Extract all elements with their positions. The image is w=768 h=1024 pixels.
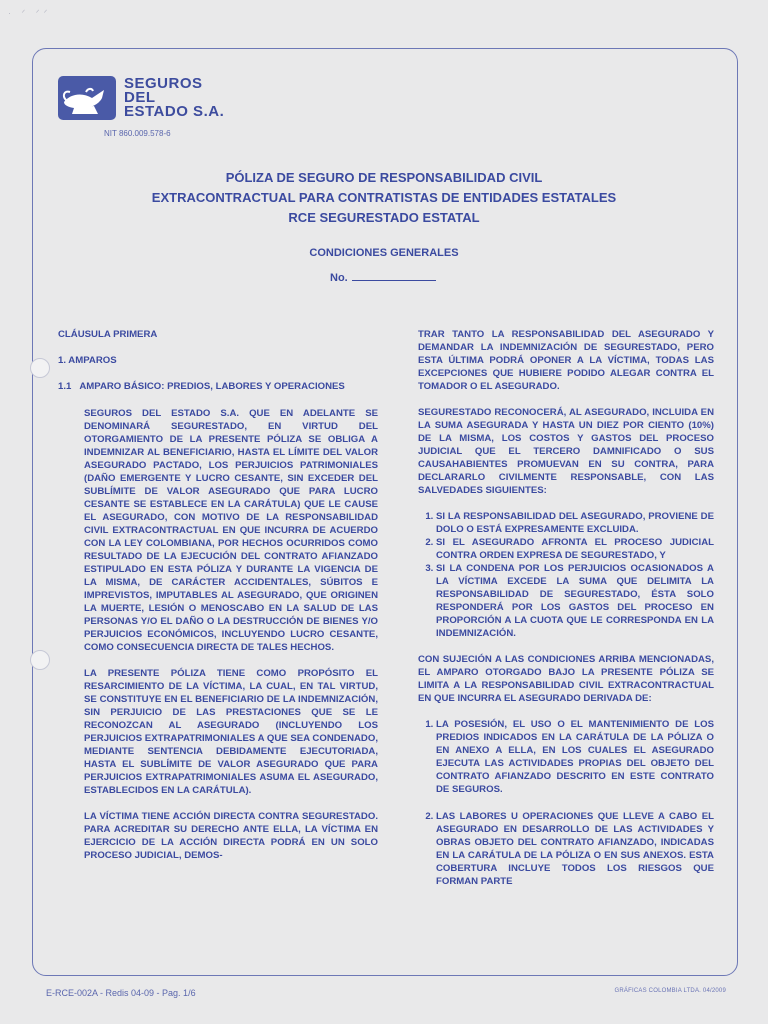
paragraph-basic-coverage: SEGUROS DEL ESTADO S.A. QUE EN ADELANTE SE DENOMINARÁ SEGURESTADO, EN VIRTUD DEL OTORGAMIENTO DE LA PRESENTE PÓLIZA SE OBLIGA A INDEMNIZAR AL BENEFICIARIO, HASTA EL LÍMITE DEL VALOR ASEGURADO PACTADO, LOS PERJUICIOS PATRIMONIALES (DAÑO EMERGENTE Y LUCRO CESANTE, SIN EXCEDER DEL SUBLÍMITE DE VALOR ASEGURADO QUE PARA LUCRO CESANTE SE ESTABLECE EN LA CARÁTULA) QUE LE CAUSE EL ASEGURADO, CON MOTIVO DE LA RESPONSABILIDAD CIVIL EXTRACONTRACTUAL EN QUE INCURRA DE ACUERDO CON LA LEY COLOMBIANA, POR HECHOS OCURRIDOS COMO RESULTADO DE LA EJECUCIÓN DEL CONTRATO AFIANZADO ESTIPULADO EN ESTA PÓLIZA Y DURANTE LA VIGENCIA DE LA MISMA, DE CARÁCTER ACCIDENTALES, SÚBITOS E IMPREVISTOS, IMPUTABLES AL ASEGURADO, QUE ORIGINEN LA MUERTE, LESIÓN O MENOSCABO EN LA SALUD DE LAS PERSONAS Y/O EL DAÑO O LA DESTRUCCIÓN DE BIENES Y/O PERJUICIOS ECONÓMICOS, INCLUYENDO LUCRO CESANTE, COMO CONSECUENCIA DIRECTA DE TALES HECHOS. — [84, 408, 378, 653]
policy-number-blank-line — [352, 280, 436, 281]
section-heading: 1. AMPAROS — [58, 355, 117, 366]
company-name — [124, 77, 224, 119]
list-item: 2. SI EL ASEGURADO AFRONTA EL PROCESO JUDICIAL CONTRA ORDEN EXPRESA DE SEGURESTADO, Y — [436, 536, 714, 562]
document-title — [80, 168, 688, 228]
paragraph-continuation: TRAR TANTO LA RESPONSABILIDAD DEL ASEGURADO Y DEMANDAR LA INDEMNIZACIÓN DE SEGURESTADO, PERO ESTA ÚLTIMA PODRÁ OPONER A LA VÍCTIMA, TODAS LAS EXCEPCIONES QUE HUBIERE PODIDO ALEGAR CONTRA EL TOMADOR O EL ASEGURADO. — [418, 329, 714, 392]
paragraph-scope: CON SUJECIÓN A LAS CONDICIONES ARRIBA MENCIONADAS, EL AMPARO OTORGADO BAJO LA PRESENTE PÓLIZA SE LIMITA A LA RESPONSABILIDAD CIVIL EXTRACONTRACTUAL EN QUE INCURRA EL ASEGURADO DERIVADA DE: — [418, 654, 714, 704]
punch-hole-top — [30, 358, 50, 378]
company-name-line-3: ESTADO S.A. — [124, 103, 225, 120]
nit-number: NIT 860.009.578-6 — [104, 129, 171, 138]
list-item: 3. SI LA CONDENA POR LOS PERJUICIOS OCASIONADOS A LA VÍCTIMA EXCEDE LA SUMA QUE DELIMITA LA RESPONSABILIDAD DE SEGURESTADO, ÉSTA SOLO RESPONDERÁ POR LOS GASTOS DEL PROCESO EN PROPORCIÓN A LA CUOTA QUE LE CORRESPONDA EN LA INDEMNIZACIÓN. — [436, 562, 714, 640]
left-body — [58, 407, 378, 862]
exceptions-list — [418, 510, 714, 640]
title-line-2: EXTRACONTRACTUAL PARA CONTRATISTAS DE ENTIDADES ESTATALES — [151, 190, 617, 205]
right-column — [418, 328, 714, 902]
company-name-line-2: DEL — [124, 89, 156, 106]
scope-list — [418, 718, 714, 888]
title-line-3: RCE SEGURESTADO ESTATAL — [288, 210, 480, 225]
printer-footer: GRÁFICAS COLOMBIA LTDA. 04/2009 — [614, 988, 726, 994]
policy-number-field — [330, 272, 436, 284]
paragraph-costs: SEGURESTADO RECONOCERÁ, AL ASEGURADO, INCLUIDA EN LA SUMA ASEGURADA Y HASTA UN DIEZ POR CIENTO (10%) DE LA MISMA, LOS COSTOS Y GASTOS DEL PROCESO JUDICIAL QUE EL TERCERO DAMNIFICADO O SUS CAUSAHABIENTES PROMUEVAN EN SU CONTRA, PARA DECLARARLO CIVILMENTE RESPONSABLE, CON LAS SALVEDADES SIGUIENTES: — [418, 407, 714, 496]
list-item: 1. LA POSESIÓN, EL USO O EL MANTENIMIENTO DE LOS PREDIOS INDICADOS EN LA CARÁTULA DE LA PÓLIZA O EN ANEXO A ELLA, EN LOS CUALES EL ASEGURADO EJECUTA LAS ACTIVIDADES PROPIAS DEL OBJETO DEL CONTRATO AFIANZADO DESCRITO EN ESTE CONTRATO DE SEGUROS. — [436, 718, 714, 796]
subsection-title: AMPARO BÁSICO: PREDIOS, LABORES Y OPERACIONES — [79, 381, 345, 392]
punch-hole-bottom — [30, 650, 50, 670]
form-code-footer: E-RCE-002A - Redis 04-09 - Pag. 1/6 — [46, 988, 196, 998]
policy-number-label: No. — [330, 272, 348, 284]
subsection-heading — [58, 380, 378, 393]
list-item: 2. LAS LABORES U OPERACIONES QUE LLEVE A CABO EL ASEGURADO EN DESARROLLO DE LAS ACTIVIDADES Y OBRAS OBJETO DEL CONTRATO AFIANZADO, INDICADAS EN LA CARÁTULA DE LA PÓLIZA O EN SUS ANEXOS. ESTA COBERTURA INCLUYE TODOS LOS RIESGOS QUE FORMAN PARTE — [436, 810, 714, 888]
paragraph-purpose: LA PRESENTE PÓLIZA TIENE COMO PROPÓSITO EL RESARCIMIENTO DE LA VÍCTIMA, LA CUAL, EN TAL VIRTUD, SE CONSTITUYE EN EL BENEFICIARIO DE LA INDEMNIZACIÓN, SIN PERJUICIO DE LAS PRESTACIONES QUE SE LE RECONOZCAN AL ASEGURADO (INCLUYENDO LOS PERJUICIOS EXTRAPATRIMONIALES A QUE SEA CONDENADO, MEDIANTE SENTENCIA DEBIDAMENTE EJECUTORIADA, HASTA EL SUBLÍMITE DE VALOR ASEGURADO QUE PARA PERJUICIOS EXTRAPATRIMONIALES ASUMA EL ASEGURADO, ESTABLECIDOS EN LA CARÁTULA). — [84, 668, 378, 796]
lamp-logo-icon — [58, 76, 116, 120]
general-conditions-heading: CONDICIONES GENERALES — [309, 247, 459, 259]
clause-heading: CLÁUSULA PRIMERA — [58, 329, 158, 340]
title-line-1: PÓLIZA DE SEGURO DE RESPONSABILIDAD CIVIL — [225, 170, 543, 185]
list-item: 1. SI LA RESPONSABILIDAD DEL ASEGURADO, PROVIENE DE DOLO O ESTÁ EXPRESAMENTE EXCLUIDA. — [436, 510, 714, 536]
scan-marks: · ᐟ ᐟᐟ — [8, 8, 52, 18]
paragraph-direct-action: LA VÍCTIMA TIENE ACCIÓN DIRECTA CONTRA SEGURESTADO. PARA ACREDITAR SU DERECHO ANTE ELLA, LA VÍCTIMA EN EJERCICIO DE LA ACCIÓN DIRECTA PODRÁ EN UN SOLO PROCESO JUDICIAL, DEMOS- — [84, 811, 378, 861]
left-column — [58, 328, 378, 875]
subsection-number: 1.1 — [58, 381, 72, 392]
company-name-line-1: SEGUROS — [124, 75, 203, 92]
